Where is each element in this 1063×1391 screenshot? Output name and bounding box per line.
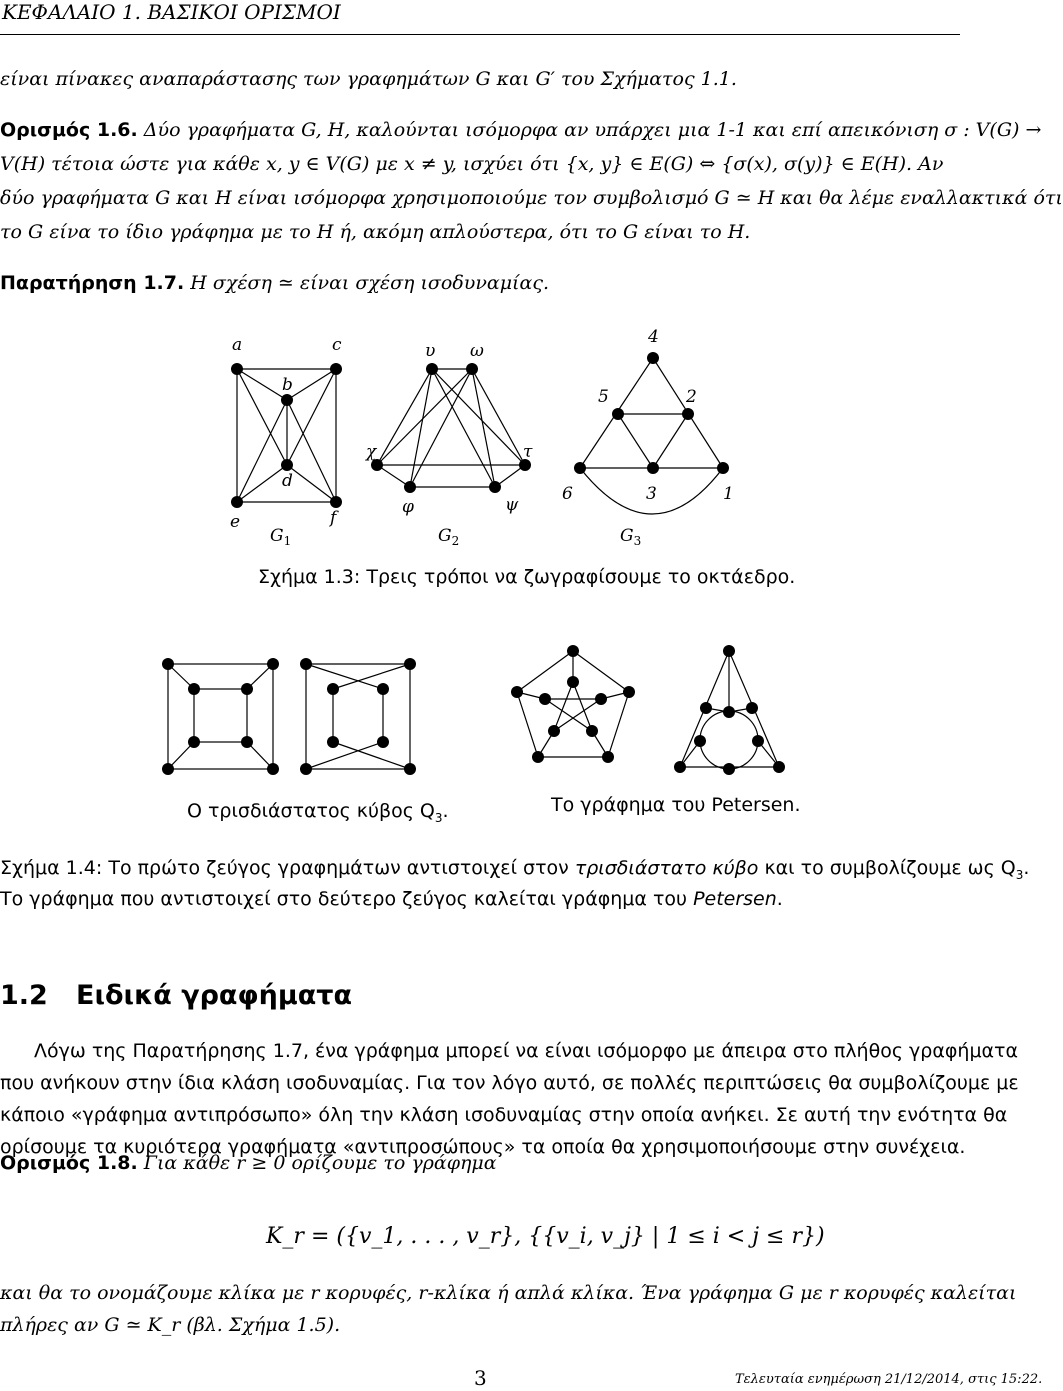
g2-label-chi: χ [366, 442, 377, 462]
figure-1-4 [0, 640, 960, 780]
definition-1-8-text: Για κάθε r ≥ 0 ορίζουμε το γράφημα [143, 1152, 497, 1174]
g1-name: $G_1$ [270, 526, 292, 548]
definition-1-6-line-2: V(H) τέτοια ώστε για κάθε x, y ∈ V(G) με x ≠ y, ισχύει ότι {x, y} ∈ E(G) ⇔ {σ(x), σ(y)} ∈ E(H). Αν [0, 153, 944, 175]
g3-label-5: 5 [598, 387, 609, 407]
g2-label-phi: φ [402, 497, 414, 517]
definition-1-8-label: Ορισμός 1.8. [0, 1152, 138, 1174]
definition-1-6-line-4: το G είνα το ίδιο γράφημα με το H ή, ακόμη απλούστερα, ότι το G είναι το H. [0, 221, 751, 243]
paragraph-line-4: ορίσουμε τα κυριότερα γραφήματα «αντιπροσώπους» τα οποία θα χρησιμοποιήσουμε στην συνέχεια. [0, 1136, 966, 1158]
graph-g2-vertices [371, 363, 531, 493]
figure-1-4-caption-line-2: Το γράφημα που αντιστοιχεί στο δεύτερο ζεύγος καλείται γράφημα του Petersen. [0, 888, 783, 910]
cube-drawing-1 [168, 664, 273, 769]
g2-label-psi: ψ [505, 495, 519, 515]
g2-label-omega: ω [470, 341, 484, 361]
definition-1-8-line-4: πλήρες αν G ≃ K_r (βλ. Σχήμα 1.5). [0, 1314, 341, 1336]
definition-1-6-text: Δύο γραφήματα G, H, καλούνται ισόμορφα αν υπάρχει μια 1-1 και επί απεικόνιση σ : V(G) → [143, 119, 1042, 141]
definition-1-6-line-1 [0, 113, 1041, 147]
clique-formula: K_r = ({v_1, . . . , v_r}, {{v_i, v_j} | 1 ≤ i < j ≤ r}) [266, 1224, 825, 1249]
g3-label-4: 4 [648, 327, 659, 347]
g1-label-b: b [282, 375, 293, 395]
section-title: Ειδικά γραφήματα [76, 980, 353, 1011]
definition-1-6-line-3: δύο γραφήματα G και H είναι ισόμορφα χρησιμοποιούμε τον συμβολισμό G ≃ H και θα λέμε εναλλακτικά ότι [0, 187, 1063, 209]
section-heading [0, 980, 352, 1011]
g3-label-2: 2 [686, 387, 697, 407]
cube-drawing-2-vertices [300, 658, 416, 775]
cube-caption: Ο τρισδιάστατος κύβος $Q_3$. [187, 800, 449, 825]
petersen-caption: Το γράφημα του Petersen. [551, 794, 801, 816]
g3-label-1: 1 [723, 484, 734, 504]
figure-1-3 [0, 320, 960, 560]
g3-label-6: 6 [562, 484, 573, 504]
paragraph-line-2: που ανήκουν στην ίδια κλάση ισοδυναμίας. Για τον λόγο αυτό, σε πολλές περιπτώσεις θα συμβολίζουμε με [0, 1072, 1019, 1094]
g3-label-3: 3 [646, 484, 657, 504]
paragraph-line-3: κάποιο «γράφημα αντιπρόσωπο» όλη την κλάση ισοδυναμίας στην οποία ανήκει. Σε αυτή την ενότητα θα [0, 1104, 1008, 1126]
cube-drawing-2 [306, 664, 410, 769]
graph-g3-vertices [574, 352, 729, 474]
g2-label-tau: τ [523, 442, 533, 462]
petersen-drawing-1 [517, 651, 629, 757]
remark-1-7-text: Η σχέση ≃ είναι σχέση ισοδυναμίας. [190, 272, 550, 294]
paragraph-line-1: Λόγω της Παρατήρησης 1.7, ένα γράφημα μπορεί να είναι ισόμορφο με άπειρα στο πλήθος γραφήματα [34, 1040, 1019, 1062]
intro-text: είναι πίνακες αναπαράστασης των γραφημάτων G και G′ του Σχήματος 1.1. [0, 68, 737, 90]
g1-label-c: c [332, 335, 342, 355]
page-number: 3 [474, 1366, 487, 1390]
definition-1-6-label: Ορισμός 1.6. [0, 119, 138, 141]
g1-label-e: e [230, 512, 241, 532]
chapter-header: ΚΕΦΑΛΑΙΟ 1. ΒΑΣΙΚΟΙ ΟΡΙΣΜΟΙ [2, 0, 341, 24]
g1-label-f: f [330, 508, 337, 528]
header-rule [0, 34, 960, 35]
g2-label-upsilon: υ [425, 341, 436, 361]
figure-1-3-caption: Σχήμα 1.3: Τρεις τρόποι να ζωγραφίσουμε το οκτάεδρο. [258, 566, 796, 588]
remark-1-7-label: Παρατήρηση 1.7. [0, 272, 185, 294]
g1-label-d: d [282, 471, 293, 491]
figure-1-4-caption-line-1: Σχήμα 1.4: Το πρώτο ζεύγος γραφημάτων αντιστοιχεί στον τρισδιάστατο κύβο και το συμβολίζουμε ως $Q_3$. [0, 857, 1030, 882]
definition-1-8-line-3: και θα το ονομάζουμε κλίκα με r κορυφές, r-κλίκα ή απλά κλίκα. Ένα γράφημα G με r κορυφές καλείται [0, 1282, 1017, 1304]
g1-label-a: a [232, 335, 243, 355]
definition-1-8-line-1 [0, 1146, 497, 1180]
last-updated-note: Τελευταία ενημέρωση 21/12/2014, στις 15:22. [735, 1372, 1043, 1387]
remark-1-7 [0, 266, 549, 300]
section-number: 1.2 [0, 980, 48, 1011]
g2-name: $G_2$ [438, 526, 460, 548]
g3-name: $G_3$ [620, 526, 642, 548]
graph-g2-edges [377, 369, 525, 487]
